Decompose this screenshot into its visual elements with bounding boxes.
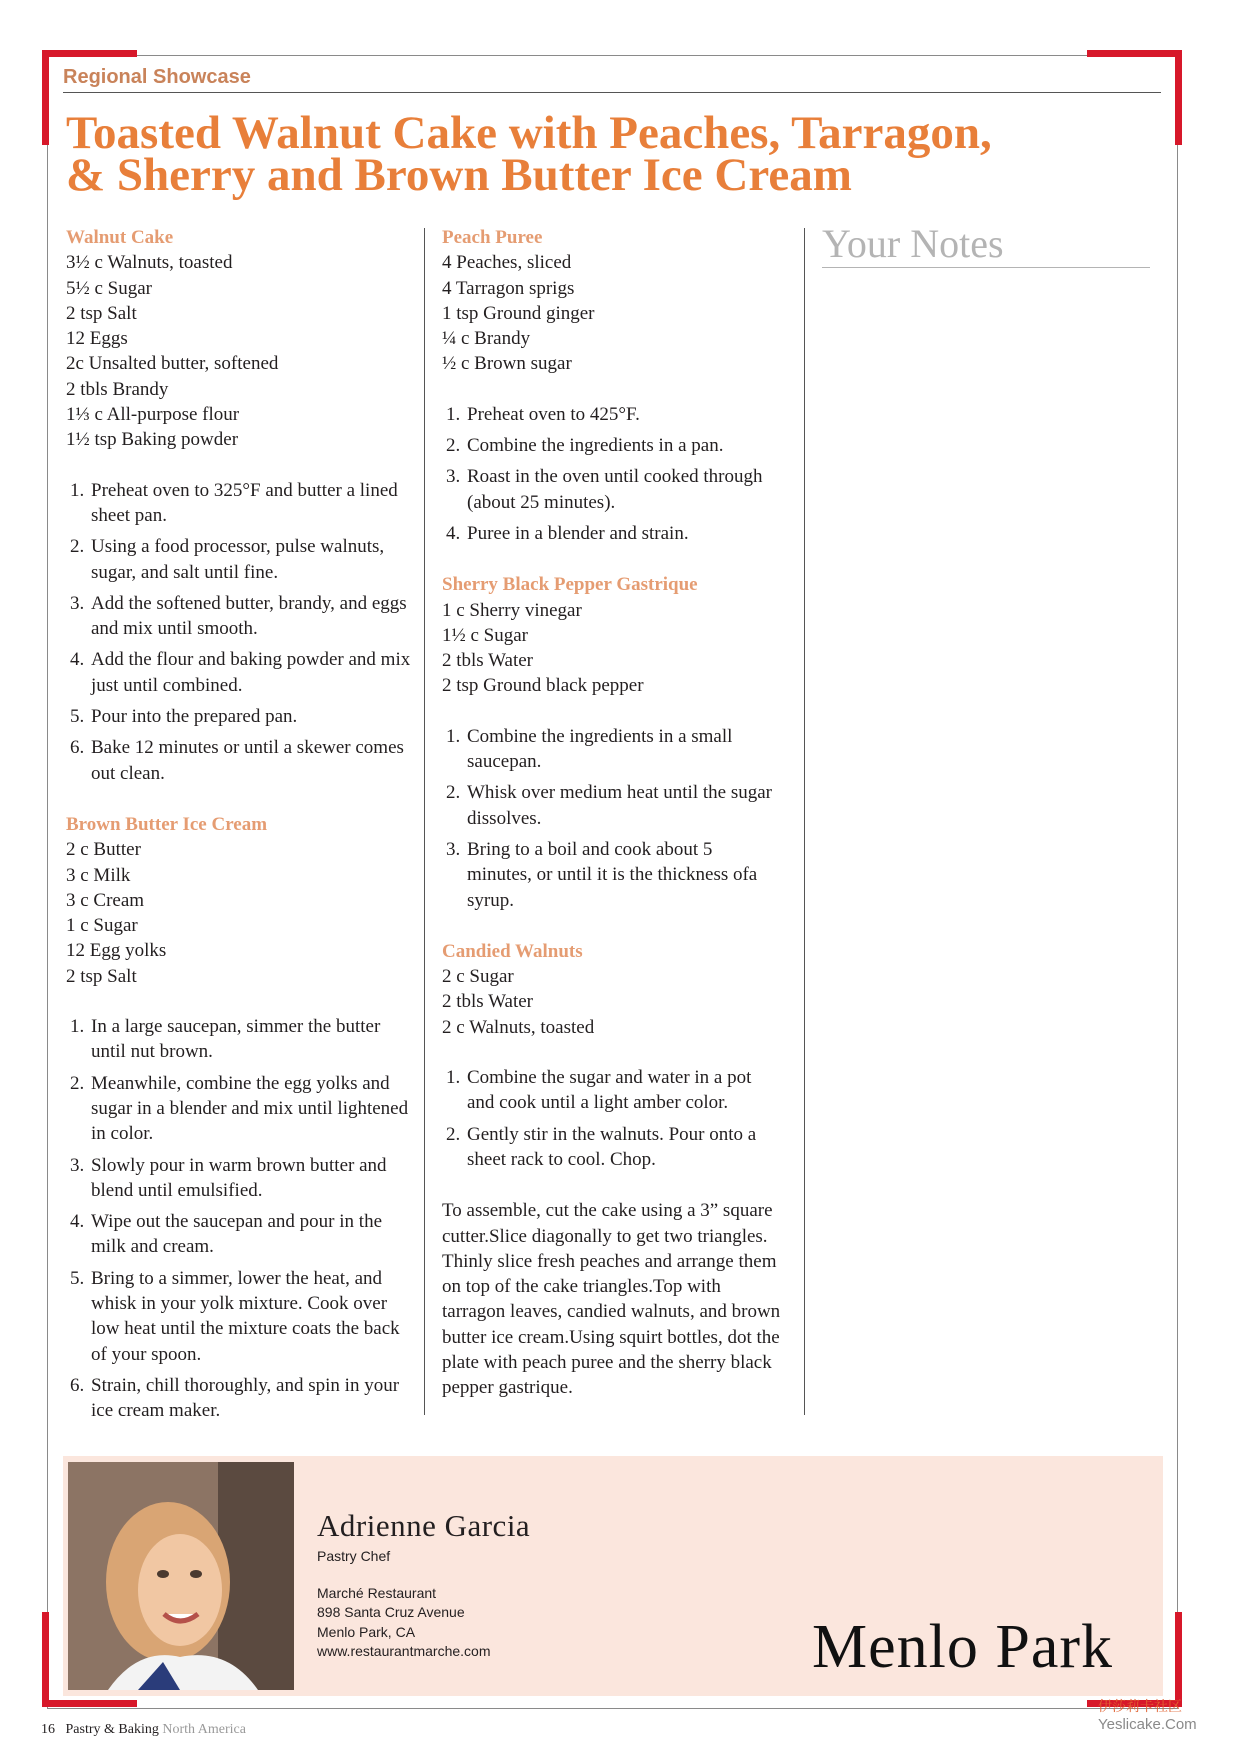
ingredient: 2c Unsalted butter, softened [66,353,279,375]
step: 4. Puree in a blender and strain. [465,521,782,546]
step: 1. Combine the sugar and water in a pot and cook until a light amber color. [465,1065,782,1116]
ingredient: 2 tsp Salt [66,302,137,324]
step: 6. Strain, chill thoroughly, and spin in your ice cream maker. [89,1373,411,1424]
section-label: Regional Showcase [63,66,251,88]
step-list [442,402,782,546]
column-divider [424,228,425,1415]
ingredient: 2 tbls Brandy [66,378,169,400]
corner-mark [1175,50,1182,145]
publication-region: North America [162,1722,246,1737]
ingredient: 1½ tsp Baking powder [66,429,239,451]
recipe-heading: Sherry Black Pepper Gastrique [442,574,698,596]
ingredient: ½ c Brown sugar [442,353,572,375]
publication-name: Pastry & Baking [65,1722,159,1737]
ingredient: 5½ c Sugar [66,277,153,299]
ingredient-list [442,598,782,699]
website-link[interactable]: www.restaurantmarche.com [317,1642,491,1659]
assembly-instructions: To assemble, cut the cake using a 3” square cutter.Slice diagonally to get two triangles. Thinly slice fresh peaches and arrange them on top of the cake triangles.Top with tarragon leaves, candied walnuts, and brown butter ice cream.Using squirt bottles, dot the plate with peach puree and the sherry black pepper gastrique. [442,1200,781,1399]
column-left [66,225,411,1449]
chef-name: Adrienne Garcia [317,1508,531,1543]
step: 1. Preheat oven to 425°F. [465,402,782,427]
step-list [66,1014,411,1423]
step: 3. Slowly pour in warm brown butter and blend until emulsified. [89,1153,411,1204]
page-number: 16 [41,1722,55,1737]
corner-mark [1087,50,1182,57]
ingredient: 12 Eggs [66,328,128,350]
step: 3. Roast in the oven until cooked through (about 25 minutes). [465,464,782,515]
ingredient-list [66,250,411,452]
recipe-ice-cream [66,812,411,1424]
ingredient: 2 c Butter [66,839,141,861]
ingredient-list [66,837,411,989]
recipe-heading: Candied Walnuts [442,940,583,962]
step-list [66,478,411,786]
chef-address [317,1584,491,1661]
step: 1. Combine the ingredients in a small saucepan. [465,724,782,775]
recipe-heading: Brown Butter Ice Cream [66,813,268,835]
ingredient: 1½ c Sugar [442,624,529,646]
recipe-heading: Walnut Cake [66,227,174,248]
step: 3. Bring to a boil and cook about 5 minutes, or until it is the thickness ofa syrup. [465,837,782,913]
section-divider [63,92,1161,93]
step: 2. Whisk over medium heat until the sugar dissolves. [465,780,782,831]
chef-role: Pastry Chef [317,1548,391,1564]
corner-mark [1175,1612,1182,1707]
step: 1. Preheat oven to 325°F and butter a lined sheet pan. [89,478,411,529]
ingredient-list [442,250,782,376]
ingredient: 12 Egg yolks [66,940,167,962]
ingredient: 2 c Sugar [442,966,514,988]
ingredient: 1 c Sugar [66,915,138,937]
recipe-candied-walnuts [442,939,782,1172]
step: 4. Wipe out the saucepan and pour in the milk and cream. [89,1209,411,1260]
corner-mark [42,1612,49,1707]
step: 1. In a large saucepan, simmer the butter until nut brown. [89,1014,411,1065]
ingredient: 2 tsp Salt [66,965,137,987]
step: 2. Gently stir in the walnuts. Pour onto a sheet rack to cool. Chop. [465,1122,782,1173]
ingredient: 3½ c Walnuts, toasted [66,252,233,274]
recipe-walnut-cake [66,225,411,786]
page-title [66,107,1166,201]
ingredient: 2 tsp Ground black pepper [442,675,644,697]
recipe-gastrique [442,572,782,913]
ingredient: ¼ c Brandy [442,328,531,350]
ingredient: 1⅓ c All-purpose flour [66,404,240,426]
corner-mark [42,50,137,57]
ingredient-list [442,964,782,1040]
street-address: 898 Santa Cruz Avenue [317,1604,465,1621]
column-divider [804,228,805,1415]
notes-title: Your Notes [822,221,1004,266]
step: 2. Meanwhile, combine the egg yolks and sugar in a blender and mix until lightened in color. [89,1071,411,1147]
title-line-1: Toasted Walnut Cake with Peaches, Tarragon, [66,107,992,159]
ingredient: 2 c Walnuts, toasted [442,1016,595,1038]
step: 2. Combine the ingredients in a pan. [465,433,782,458]
step-list [442,1065,782,1172]
step-list [442,724,782,913]
ingredient: 2 tbls Water [442,650,533,672]
step: 4. Add the flour and baking powder and mix just until combined. [89,647,411,698]
step: 5. Pour into the prepared pan. [89,704,411,729]
notes-rule [822,267,1150,268]
step: 6. Bake 12 minutes or until a skewer comes out clean. [89,735,411,786]
ingredient: 1 tsp Ground ginger [442,302,595,324]
corner-mark [42,1700,137,1707]
ingredient: 3 c Cream [66,889,145,911]
page-footer [41,1722,246,1738]
ingredient: 4 Tarragon sprigs [442,277,575,299]
recipe-peach-puree [442,225,782,546]
column-middle [442,225,782,1401]
corner-mark [42,50,49,145]
chef-photo [68,1462,294,1690]
ingredient: 3 c Milk [66,864,131,886]
step: 3. Add the softened butter, brandy, and eggs and mix until smooth. [89,591,411,642]
watermark: 伊莎莉卡社区 [1098,1699,1182,1715]
ingredient: 2 tbls Water [442,991,533,1013]
restaurant-name: Marché Restaurant [317,1585,437,1601]
notes-column [822,221,1152,268]
city-name: Menlo Park [812,1613,1114,1681]
step: 2. Using a food processor, pulse walnuts, sugar, and salt until fine. [89,534,411,585]
city-state: Menlo Park, CA [317,1623,416,1640]
ingredient: 1 c Sherry vinegar [442,599,582,621]
recipe-heading: Peach Puree [442,227,543,248]
title-line-2: & Sherry and Brown Butter Ice Cream [66,149,852,201]
ingredient: 4 Peaches, sliced [442,252,572,274]
step: 5. Bring to a simmer, lower the heat, and whisk in your yolk mixture. Cook over low heat until the mixture coats the back of your spoon. [89,1266,411,1367]
watermark-url: Yeslicake.Com [1098,1716,1197,1733]
